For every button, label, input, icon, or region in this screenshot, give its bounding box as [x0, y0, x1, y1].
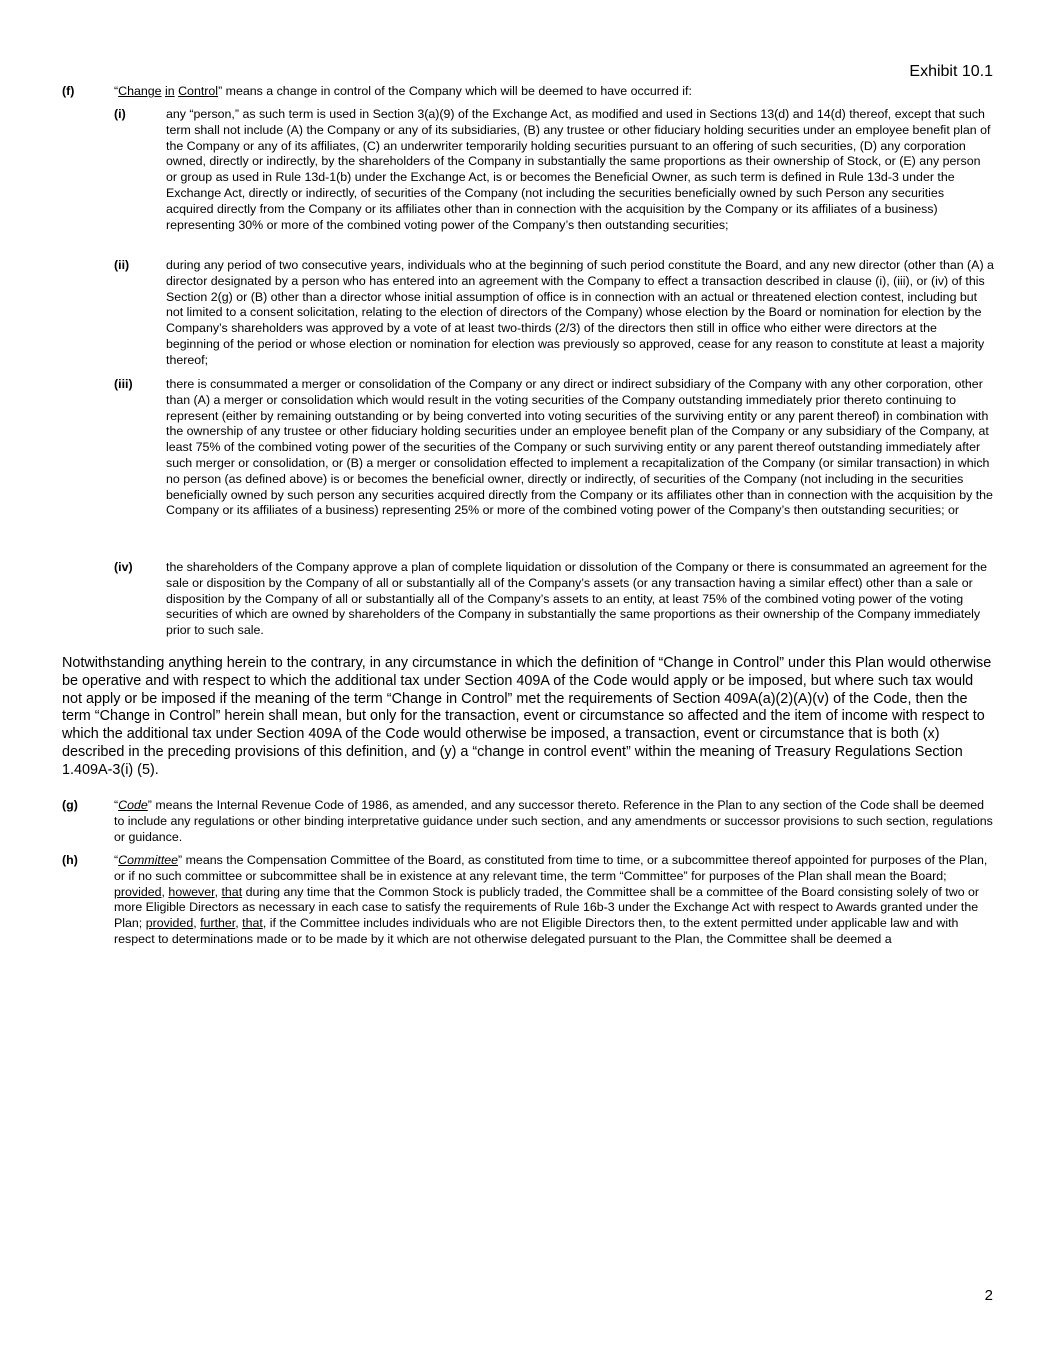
clause-text: during any period of two consecutive years, individuals who at the beginning of such period constitute the Board, and any new director (other than (A) a director designated by a person who has entered into an agreement with the Company to effect a transaction described in clause (i), (iii), or (iv) of this Section 2(g) or (B) other than a director whose initial assumption of office is in connection with an actual or threatened election contest, including but not limited to a consent solicitation, relating to the election of directors of the Company) whose election by the Board or nomination for election by the Company’s shareholders was approved by a vote of at least two-thirds (2/3) of the directors then still in office who either were directors at the beginning of the period or whose election or nomination for election was previously so approved, cease for any reason to constitute at least a majority thereof;	[166, 258, 994, 367]
defined-term: Control	[178, 84, 219, 98]
definition-code	[62, 798, 994, 845]
definition-label: (g)	[62, 798, 78, 812]
emphasis-provided: provided	[145, 916, 194, 931]
page-number: 2	[984, 1287, 993, 1304]
clause-label: (iv)	[114, 560, 133, 574]
clause-label: (ii)	[114, 258, 130, 272]
notwithstanding-paragraph: Notwithstanding anything herein to the contrary, in any circumstance in which the definition of “Change in Control” under this Plan would otherwise be operative and with respect to which the additional tax under Section 409A of the Code would apply or be imposed, but where such tax would not apply or be imposed if the meaning of the term “Change in Control” met the requirements of Section 409A(a)(2)(A)(v) of the Code, then the term “Change in Control” herein shall mean, but only for the transaction, event or circumstance so affected and the item of income with respect to which the additional tax under Section 409A of the Code would otherwise be imposed, a transaction, event or circumstance that is both (x) described in the preceding provisions of this definition, and (y) a “change in control event” within the meaning of Treasury Regulations Section 1.409A-3(i) (5).	[62, 655, 992, 778]
definition-label: (f)	[62, 84, 75, 98]
clause-text: there is consummated a merger or consolidation of the Company or any direct or indirect subsidiary of the Company with any other corporation, other than (A) a merger or consolidation which would result in the voting securities of the Company outstanding immediately prior thereto continuing to represent (either by remaining outstanding or by being converted into voting securities of the surviving entity or any parent thereof) in combination with the ownership of any trustee or other fiduciary holding securities under an employee benefit plan of the Company or any subsidiary of the Company, at least 75% of the combined voting power of the securities of the Company or such surviving entity or any parent thereof outstanding immediately after such merger or consolidation, or (B) a merger or consolidation effected to implement a recapitalization of the Company (or similar transaction) in which no person (as defined above) is or becomes the beneficial owner, directly or indirectly, of securities of the Company (not including in the securities beneficially owned by such person any securities acquired directly from the Company or its affiliates other than in connection with the acquisition by the Company or its affiliates of a business) representing 25% or more of the combined voting power of the Company’s then outstanding securities; or	[166, 377, 993, 518]
emphasis-that: that	[221, 884, 243, 899]
clause-ii	[114, 258, 994, 369]
defined-term: Change	[118, 84, 162, 98]
definition-text: “Committee” means the Compensation Committee of the Board, as constituted from time to time, or a subcommittee thereof appointed for purposes of the Plan, or if no such committee or subcommittee shall be in existence at any relevant time, the term “Committee” for purposes of the Plan shall mean the Board; provided, however, that during any time that the Common Stock is publicly traded, the Committee shall be a committee of the Board consisting solely of two or more Eligible Directors as necessary in each case to satisfy the requirements of Rule 16b-3 under the Exchange Act with respect to Awards granted under the Plan; provided, further, that, if the Committee includes individuals who are not Eligible Directors then, to the extent permitted under applicable law and with respect to determinations made or to be made by it which are not otherwise delegated pursuant to the Plan, the Committee shall be deemed a	[114, 853, 988, 946]
clause-text: any “person,” as such term is used in Section 3(a)(9) of the Exchange Act, as modified and used in Sections 13(d) and 14(d) thereof, except that such term shall not include (A) the Company or any of its subsidiaries, (B) any trustee or other fiduciary holding securities under an employee benefit plan of the Company or any of its affiliates, (C) an underwriter temporarily holding securities pursuant to an offering of such securities, (D) any corporation owned, directly or indirectly, by the shareholders of the Company in substantially the same proportions as their ownership of Stock, or (E) any person or group as used in Rule 13d-1(b) under the Exchange Act, is or becomes the Beneficial Owner, as such term is defined in Rule 13d-3 under the Exchange Act, directly or indirectly, of securities of the Company (not including the securities beneficially owned by such Person any securities acquired directly from the Company or its affiliates other than in connection with the acquisition by the Company or its affiliates of a business) representing 30% or more of the combined voting power of the Company’s then outstanding securities;	[166, 107, 991, 232]
defined-term: Code	[118, 798, 148, 812]
definition-text: “Change in Control” means a change in control of the Company which will be deemed to have occurred if:	[114, 84, 692, 98]
clause-label: (i)	[114, 107, 126, 121]
defined-term: in	[165, 84, 175, 98]
definition-label: (h)	[62, 853, 78, 867]
clause-iv	[114, 560, 994, 639]
definition-text: “Code” means the Internal Revenue Code of 1986, as amended, and any successor thereto. Reference in the Plan to any section of the Code shall be deemed to include any regulations or other binding interpretative guidance under such section, and any amendments or successor provisions to such section, regulations or guidance.	[114, 798, 993, 844]
clause-label: (iii)	[114, 377, 133, 391]
emphasis-that: that	[242, 916, 263, 931]
exhibit-label: Exhibit 10.1	[909, 63, 993, 80]
clause-iii	[114, 377, 994, 519]
defined-term: Committee	[118, 853, 179, 867]
clause-text: the shareholders of the Company approve a plan of complete liquidation or dissolution of the Company or there is consummated an agreement for the sale or disposition by the Company of all or substantially all of the Company’s assets (or any transaction having a similar effect) other than a sale or disposition by the Company of all or substantially all of the Company’s assets to an entity, at least 75% of the combined voting power of the voting securities of which are owned by shareholders of the Company in substantially the same proportions as their ownership of the Company immediately prior to such sale.	[166, 560, 988, 638]
emphasis-provided: provided	[114, 884, 162, 899]
definition-committee	[62, 853, 994, 948]
emphasis-however: however	[168, 884, 215, 899]
emphasis-further: further	[200, 916, 236, 931]
clause-i	[114, 107, 994, 233]
definition-change-in-control	[62, 84, 994, 100]
